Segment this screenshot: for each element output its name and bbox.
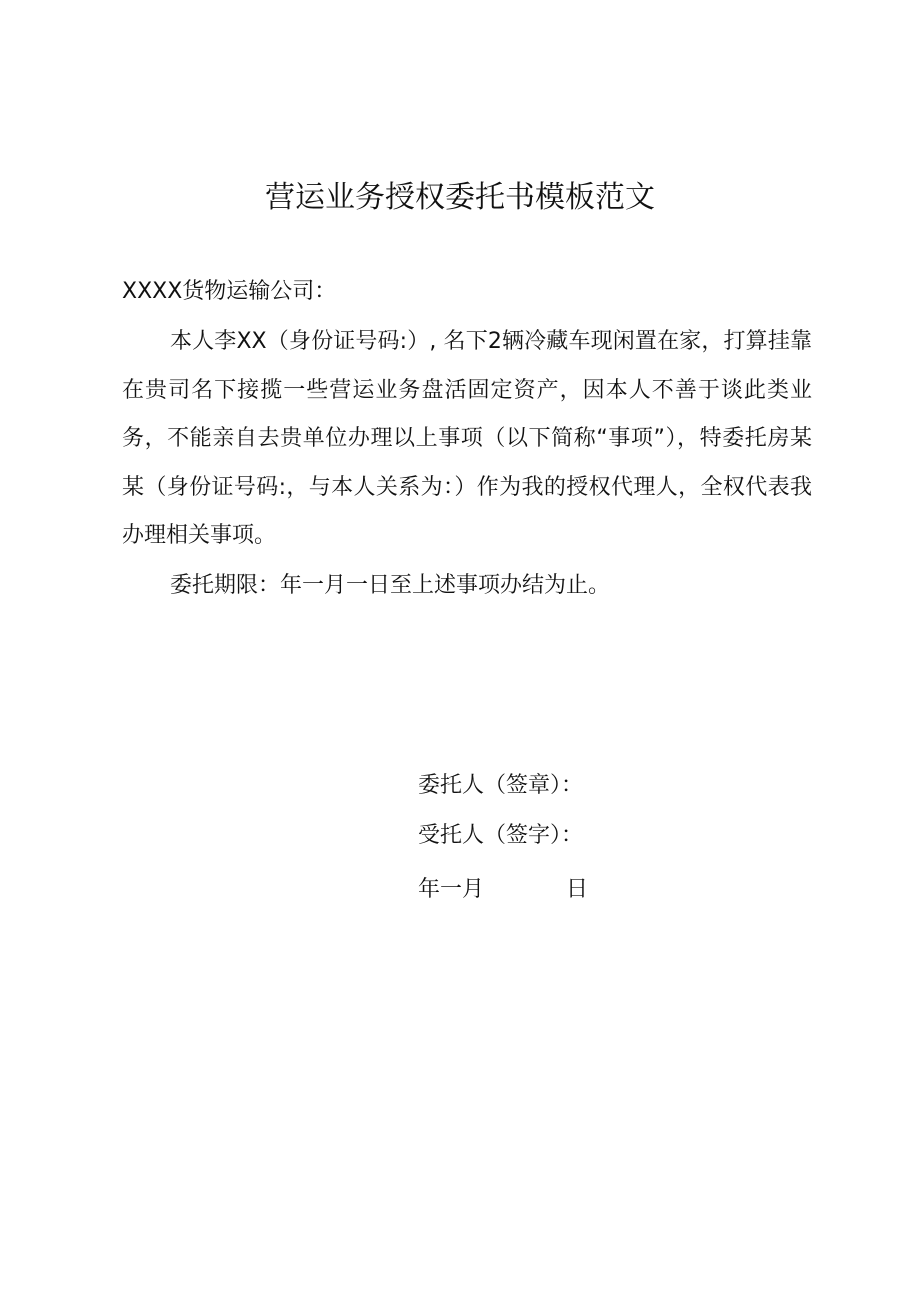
agent-signature-line: 受托人（签字）：: [418, 823, 584, 848]
principal-signature-line: 委托人（签章）：: [418, 773, 584, 798]
addressee-line: XXXX货物运输公司：: [122, 279, 337, 304]
document-title: 营运业务授权委托书模板范文: [265, 180, 655, 215]
body-paragraph-term: 委托期限：年一月一日至上述事项办结为止。: [170, 573, 611, 598]
date-day: 日: [566, 877, 589, 902]
date-year-month: 年一月: [418, 877, 485, 902]
body-paragraph-authorization: 本人李XX（身份证号码:）, 名下2辆冷藏车现闲置在家，打算挂靠在贵司名下接揽一些营运业务盘活固定资产，因本人不善于谈此类业务，不能亲自去贵单位办理以上事项（以下简称“事项”），特委托房某某（身份证号码:，与本人关系为：）作为我的授权代理人，全权代表我办理相关事项。: [122, 329, 812, 548]
